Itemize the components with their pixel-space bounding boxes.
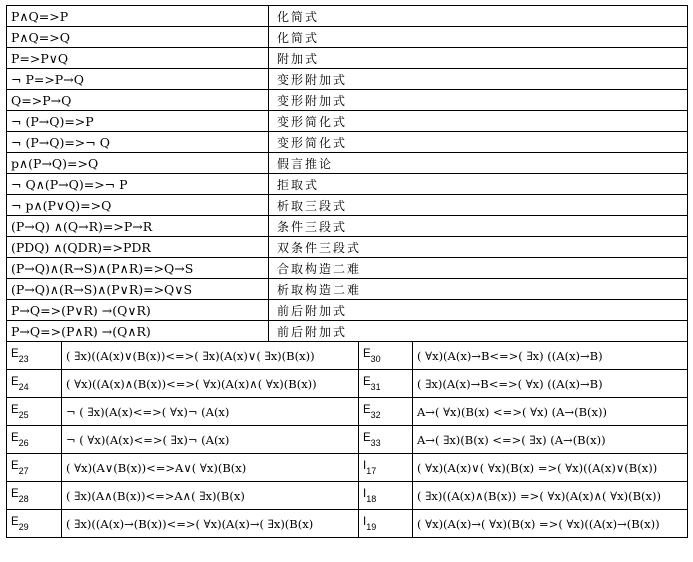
equivalence-row xyxy=(7,482,688,510)
rule-row xyxy=(7,111,688,132)
equivalence-formula: ( ∃x)((A(x)→(B(x))<=>( ∀x)(A(x)→( ∃x)(B(x) xyxy=(62,510,359,538)
rule-code-letter: E xyxy=(363,375,371,388)
rule-code xyxy=(359,510,413,538)
rule-row xyxy=(7,48,688,69)
rule-code-letter: E xyxy=(363,403,371,416)
rule-row xyxy=(7,27,688,48)
rule-row xyxy=(7,174,688,195)
rule-formula: (PDQ) ∧(QDR)=>PDR xyxy=(7,237,269,258)
rule-code xyxy=(359,398,413,426)
rule-name: 假言推论 xyxy=(269,153,688,174)
rule-name: 合取构造二难 xyxy=(269,258,688,279)
equivalence-formula: A→( ∃x)(B(x) <=>( ∃x) (A→(B(x)) xyxy=(413,426,688,454)
rule-code xyxy=(7,426,62,454)
rule-code xyxy=(359,342,413,370)
equivalence-formula: ( ∀x)(A∨(B(x))<=>A∨( ∀x)(B(x) xyxy=(62,454,359,482)
rule-code xyxy=(7,454,62,482)
rule-row xyxy=(7,279,688,300)
rule-formula: P∧Q=>Q xyxy=(7,27,269,48)
rule-code xyxy=(359,454,413,482)
equivalence-formula: ( ∃x)((A(x)∨(B(x))<=>( ∃x)(A(x)∨( ∃x)(B(x)) xyxy=(62,342,359,370)
equivalence-formula: ¬ ( ∃x)(A(x)<=>( ∀x)¬ (A(x) xyxy=(62,398,359,426)
equivalence-row xyxy=(7,342,688,370)
rule-name: 变形简化式 xyxy=(269,132,688,153)
equivalence-row xyxy=(7,398,688,426)
rule-row xyxy=(7,300,688,321)
rule-code-number: 25 xyxy=(18,409,29,420)
equivalence-formula: ( ∃x)((A(x)∧(B(x)) =>( ∀x)(A(x)∧( ∀x)(B(x)) xyxy=(413,482,688,510)
equivalence-row xyxy=(7,510,688,538)
rule-code-number: 32 xyxy=(370,409,381,420)
inference-rules-table xyxy=(6,5,688,342)
rule-code xyxy=(7,342,62,370)
rule-code-number: 31 xyxy=(370,381,381,392)
rule-name: 析取构造二难 xyxy=(269,279,688,300)
rule-code-letter: E xyxy=(11,431,19,444)
rule-formula: ¬ P=>P→Q xyxy=(7,69,269,90)
rule-name: 变形附加式 xyxy=(269,90,688,111)
rule-code-letter: E xyxy=(11,459,19,472)
rule-code-letter: E xyxy=(11,347,19,360)
rule-row xyxy=(7,237,688,258)
rule-code xyxy=(359,370,413,398)
rule-formula: Q=>P→Q xyxy=(7,90,269,111)
rule-formula: ¬ Q∧(P→Q)=>¬ P xyxy=(7,174,269,195)
rule-row xyxy=(7,6,688,27)
rule-code-number: 24 xyxy=(18,381,29,392)
rule-code-letter: I xyxy=(363,487,367,500)
equivalence-formula: A→( ∀x)(B(x) <=>( ∀x) (A→(B(x)) xyxy=(413,398,688,426)
rule-row xyxy=(7,258,688,279)
rule-name: 变形简化式 xyxy=(269,111,688,132)
rule-formula: ¬ (P→Q)=>P xyxy=(7,111,269,132)
rule-name: 化简式 xyxy=(269,27,688,48)
rule-formula: P∧Q=>P xyxy=(7,6,269,27)
rule-code xyxy=(7,482,62,510)
equivalence-formula: ( ∀x)(A(x)∨( ∀x)(B(x) =>( ∀x)((A(x)∨(B(x)) xyxy=(413,454,688,482)
rule-code xyxy=(7,510,62,538)
rule-code-number: 29 xyxy=(18,521,29,532)
rule-name: 前后附加式 xyxy=(269,300,688,321)
rule-row xyxy=(7,216,688,237)
equivalence-formula: ( ∀x)(A(x)→( ∀x)(B(x) =>( ∀x)((A(x)→(B(x)) xyxy=(413,510,688,538)
rule-code-number: 26 xyxy=(18,437,29,448)
rule-name: 附加式 xyxy=(269,48,688,69)
equivalence-formula: ( ∃x)(A(x)→B<=>( ∀x) ((A(x)→B) xyxy=(413,370,688,398)
rule-row xyxy=(7,321,688,342)
rule-formula: (P→Q) ∧(Q→R)=>P→R xyxy=(7,216,269,237)
rule-code-number: 23 xyxy=(18,353,29,364)
rule-code-letter: I xyxy=(363,459,367,472)
rule-code-letter: E xyxy=(11,515,19,528)
rule-formula: ¬ (P→Q)=>¬ Q xyxy=(7,132,269,153)
rule-code xyxy=(7,370,62,398)
rule-name: 前后附加式 xyxy=(269,321,688,342)
rule-formula: P=>P∨Q xyxy=(7,48,269,69)
rule-name: 双条件三段式 xyxy=(269,237,688,258)
rule-name: 析取三段式 xyxy=(269,195,688,216)
rule-formula: (P→Q)∧(R→S)∧(P∧R)=>Q→S xyxy=(7,258,269,279)
rules-sheet xyxy=(6,5,688,538)
rule-formula: (P→Q)∧(R→S)∧(P∨R)=>Q∨S xyxy=(7,279,269,300)
rule-code-letter: E xyxy=(11,403,19,416)
rule-code-letter: E xyxy=(11,487,19,500)
rule-code xyxy=(7,398,62,426)
rule-name: 变形附加式 xyxy=(269,69,688,90)
rule-code-letter: I xyxy=(363,515,367,528)
equivalence-row xyxy=(7,370,688,398)
rule-code-number: 27 xyxy=(18,465,29,476)
rule-name: 条件三段式 xyxy=(269,216,688,237)
equivalence-formula: ¬ ( ∀x)(A(x)<=>( ∃x)¬ (A(x) xyxy=(62,426,359,454)
rule-code-number: 30 xyxy=(370,353,381,364)
rule-code-number: 28 xyxy=(18,493,29,504)
rule-row xyxy=(7,90,688,111)
quantifier-equivalences-table xyxy=(6,342,688,538)
equivalence-row xyxy=(7,426,688,454)
rule-row xyxy=(7,69,688,90)
rule-code-number: 18 xyxy=(366,493,377,504)
rule-code xyxy=(359,482,413,510)
rule-name: 化简式 xyxy=(269,6,688,27)
rule-formula: P→Q=>(P∨R) →(Q∨R) xyxy=(7,300,269,321)
rule-formula: p∧(P→Q)=>Q xyxy=(7,153,269,174)
rule-row xyxy=(7,153,688,174)
rule-row xyxy=(7,132,688,153)
rule-code xyxy=(359,426,413,454)
rule-formula: ¬ p∧(P∨Q)=>Q xyxy=(7,195,269,216)
equivalence-row xyxy=(7,454,688,482)
rule-code-number: 17 xyxy=(366,465,377,476)
rule-row xyxy=(7,195,688,216)
rule-code-letter: E xyxy=(363,347,371,360)
rule-code-letter: E xyxy=(363,431,371,444)
rule-code-letter: E xyxy=(11,375,19,388)
rule-code-number: 33 xyxy=(370,437,381,448)
rule-code-number: 19 xyxy=(366,521,377,532)
equivalence-formula: ( ∀x)(A(x)→B<=>( ∃x) ((A(x)→B) xyxy=(413,342,688,370)
equivalence-formula: ( ∀x)((A(x)∧(B(x))<=>( ∀x)(A(x)∧( ∀x)(B(x)) xyxy=(62,370,359,398)
rule-name: 拒取式 xyxy=(269,174,688,195)
rule-formula: P→Q=>(P∧R) →(Q∧R) xyxy=(7,321,269,342)
equivalence-formula: ( ∃x)(A∧(B(x))<=>A∧( ∃x)(B(x) xyxy=(62,482,359,510)
